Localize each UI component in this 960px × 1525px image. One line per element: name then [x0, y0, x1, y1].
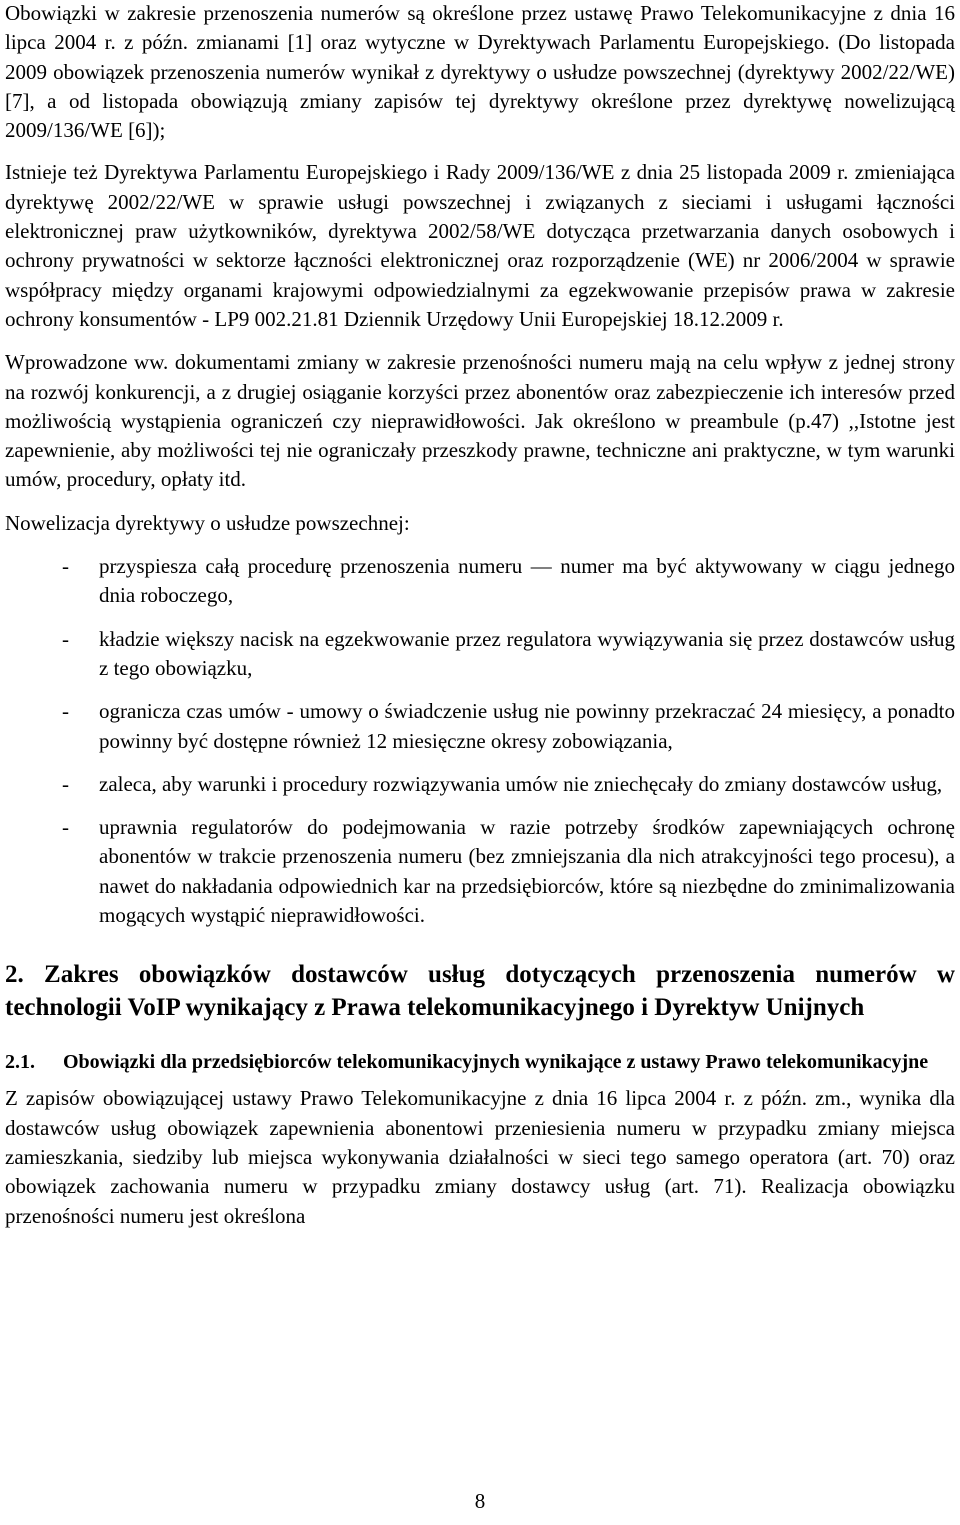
paragraph-amendment-intro: Nowelizacja dyrektywy o usłudze powszechnej:	[5, 510, 410, 535]
paragraph-obligations: Z zapisów obowiązującej ustawy Prawo Telekomunikacyjne z dnia 16 lipca 2004 r. z późn. zm., wynika dla dostawców usług obowiązek zapewnienia abonentowi przeniesienia numeru w przypadku zmiany miejsca zamieszkania, siedziby lub miejsca wykonywania działalności w sieci tego samego operatora (art. 70) oraz obowiązek zachowania numeru w przypadku zmiany dostawcy usług (art. 71). Realizacja obowiązku przenośności numeru jest określona	[5, 1086, 955, 1228]
paragraph-directive-2009-136: Istnieje też Dyrektywa Parlamentu Europejskiego i Rady 2009/136/WE z dnia 25 listopada 2009 r. zmieniająca dyrektywę 2002/22/WE w sprawie usługi powszechnej i związanych z sieciami i usługami łączności elektronicznej praw użytkowników, dyrektywa 2002/58/WE dotycząca przetwarzania danych osobowych i ochrony prywatności w sektorze łączności elektronicznej oraz rozporządzenie (WE) nr 2006/2004 w sprawie współpracy między organami krajowymi odpowiedzialnymi za egzekwowanie przepisów prawa w zakresie ochrony konsumentów - LP9 002.21.81 Dziennik Urzędowy Unii Europejskiej 18.12.2009 r.	[5, 160, 955, 331]
page-number: 8	[474, 1489, 486, 1513]
section-title: Obowiązki dla przedsiębiorców telekomunikacyjnych wynikające z ustawy Prawo telekomunikacyjne	[63, 1051, 929, 1074]
list-item	[5, 697, 955, 756]
list-item-text: uprawnia regulatorów do podejmowania w razie potrzeby środków zapewniających ochronę abonentów w trakcie przenoszenia numeru (bez zmniejszania dla nich atrakcyjności tego procesu), a nawet do nakładania odpowiednich kar na przedsiębiorców, które są niezbędne do zminimalizowania mogących wystąpić nieprawidłowości.	[99, 815, 955, 928]
list-item-text: ogranicza czas umów - umowy o świadczenie usług nie powinny przekraczać 24 miesięcy, a ponadto powinny być dostępne również 12 miesięczne okresy zobowiązania,	[99, 699, 955, 753]
list-dash: -	[62, 554, 69, 579]
list-item	[5, 625, 955, 684]
list-item	[5, 813, 955, 930]
list-dash: -	[62, 699, 69, 724]
list-item-text: przyspiesza całą procedurę przenoszenia numeru — numer ma być aktywowany w ciągu jednego dnia roboczego,	[99, 554, 955, 608]
section-heading-2: 2. Zakres obowiązków dostawców usług dotyczących przenoszenia numerów w technologii VoIP wynikający z Prawa telekomunikacyjnego i Dyrektyw Unijnych	[5, 961, 955, 1022]
amendment-list	[5, 552, 955, 930]
section-heading-2-1	[5, 1048, 955, 1077]
list-item	[5, 770, 955, 799]
list-dash: -	[62, 626, 69, 651]
list-dash: -	[62, 771, 69, 796]
document-page	[5, 0, 955, 1231]
paragraph-legal-basis: Obowiązki w zakresie przenoszenia numerów są określone przez ustawę Prawo Telekomunikacyjne z dnia 16 lipca 2004 r. z późn. zmianami [1] oraz wytyczne w Dyrektywach Parlamentu Europejskiego. (Do listopada 2009 obowiązek przenoszenia numerów wynikał z dyrektywy o usłudze powszechnej (dyrektywy 2002/22/WE) [7], a od listopada obowiązują zmiany zapisów tej dyrektywy określone przez dyrektywę nowelizującą 2009/136/WE [6]);	[5, 1, 955, 143]
list-item	[5, 552, 955, 611]
list-item-text: kładzie większy nacisk na egzekwowanie przez regulatora wywiązywania się przez dostawców usług z tego obowiązku,	[99, 626, 955, 680]
list-dash: -	[62, 815, 69, 840]
section-number: 2.1.	[5, 1051, 35, 1074]
list-item-text: zaleca, aby warunki i procedury rozwiązywania umów nie zniechęcały do zmiany dostawców usług,	[99, 771, 943, 796]
paragraph-changes-purpose: Wprowadzone ww. dokumentami zmiany w zakresie przenośności numeru mają na celu wpływ z jednej strony na rozwój konkurencji, a z drugiej osiąganie korzyści przez abonentów oraz zabezpieczenie ich interesów przed możliwością wystąpienia ograniczeń czy nieprawidłowości. Jak określono w preambule (p.47) ,,Istotne jest zapewnienie, aby możliwości tej nie ograniczały przeszkody prawne, techniczne ani praktyczne, w tym warunki umów, procedury, opłaty itd.	[5, 350, 955, 492]
